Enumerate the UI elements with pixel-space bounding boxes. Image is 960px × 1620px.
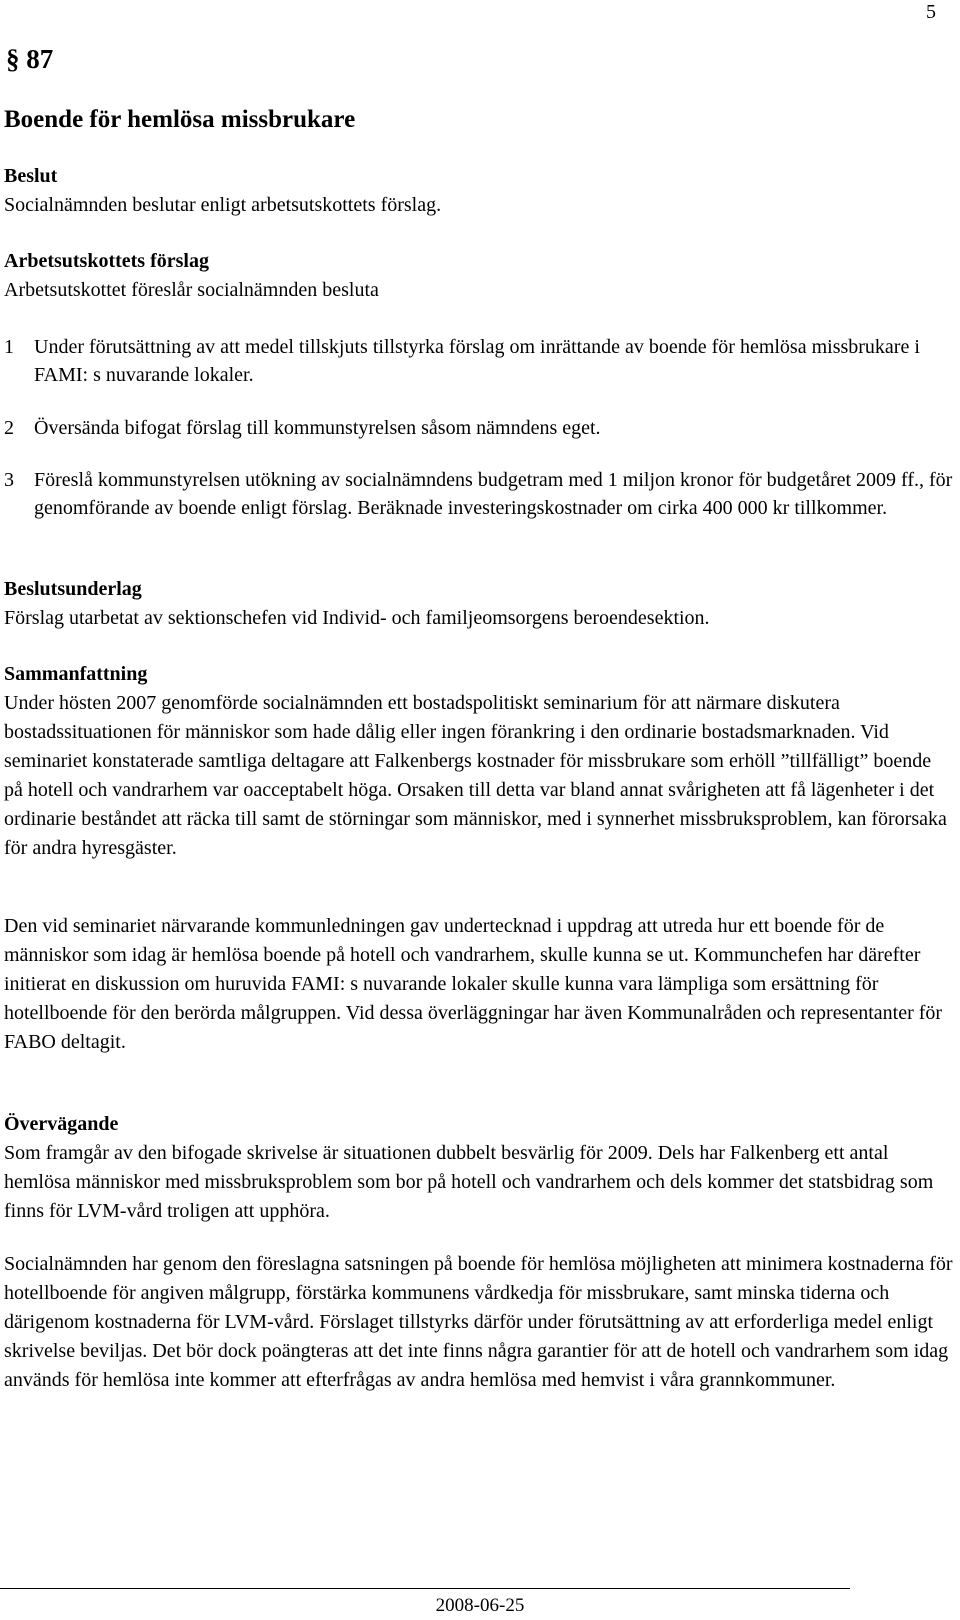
list-item-number: 2 <box>4 417 14 439</box>
underlag-heading: Beslutsunderlag <box>4 578 142 600</box>
sammanfattning-paragraph-1: Under hösten 2007 genomförde socialnämnden ett bostadspolitiskt seminarium för att närmare diskutera bostadssituationen för människor som hade dålig eller ingen förankring i den ordinarie bostadsmarknaden. Vid seminariet konstaterade samtliga deltagare att Falkenbergs kostnader för missbrukare som erhöll ”tillfälligt” boende på hotell och vandrarhem var oacceptabelt höga. Orsaken till detta var bland annat svårigheten att få lägenheter i det ordinarie beståndet att räcka till samt de störningar som människor, med i synnerhet missbruksproblem, kan förorsaka för andra hyresgäster. <box>4 692 947 859</box>
list-item-text: Under förutsättning av att medel tillskjuts tillstyrka förslag om inrättande av boende för hemlösa missbrukare i FAMI: s nuvarande lokaler. <box>34 336 920 386</box>
list-item <box>4 333 954 389</box>
underlag-block <box>4 575 954 633</box>
beslut-text: Socialnämnden beslutar enligt arbetsutskottets förslag. <box>4 194 442 216</box>
beslut-heading: Beslut <box>4 165 58 187</box>
overvagande-paragraph-2: Socialnämnden har genom den föreslagna satsningen på boende för hemlösa möjligheten att minimera kostnaderna för hotellboende för angiven målgrupp, förstärka kommunens vårdkedja för missbrukare, samt minska tiderna och därigenom kostnaderna för LVM-vård. Förslaget tillstyrks därför under förutsättning av att erforderliga medel enligt skrivelse beviljas. Det bör dock poängteras att det inte finns några garantier för att de hotell och vandrarhem som idag används för hemlösa inte kommer att efterfrågas av andra hemlösa med hemvist i våra grannkommuner. <box>4 1253 953 1391</box>
sammanfattning-heading: Sammanfattning <box>4 663 148 685</box>
au-forslag-intro: Arbetsutskottet föreslår socialnämnden besluta <box>4 279 379 301</box>
sammanfattning-paragraph-2: Den vid seminariet närvarande kommunledningen gav undertecknad i uppdrag att utreda hur ett boende för de människor som idag är hemlösa boende på hotell och vandrarhem, skulle kunna se ut. Kommunchefen har därefter initierat en diskussion om huruvida FAMI: s nuvarande lokaler skulle kunna vara lämpliga som ersättning för hotellboende för den berörda målgruppen. Vid dessa överläggningar har även Kommunalråden och representanter för FABO deltagit. <box>4 915 943 1053</box>
overvagande-block <box>4 1110 954 1226</box>
overvagande-paragraph-1: Som framgår av den bifogade skrivelse är situationen dubbelt besvärlig för 2009. Dels har Falkenberg ett antal hemlösa människor med missbruksproblem som bor på hotell och vandrarhem och dels kommer det statsbidrag som finns för LVM-vård troligen att upphöra. <box>4 1142 934 1222</box>
au-forslag-heading: Arbetsutskottets förslag <box>4 250 209 272</box>
list-item-text: Översända bifogat förslag till kommunstyrelsen såsom nämndens eget. <box>34 417 601 439</box>
list-item-number: 3 <box>4 469 14 491</box>
overvagande-heading: Övervägande <box>4 1113 119 1135</box>
au-forslag-block <box>4 247 954 305</box>
section-number: § 87 <box>6 44 54 74</box>
beslut-block <box>4 162 954 220</box>
list-item <box>4 414 954 442</box>
footer-date: 2008-06-25 <box>435 1595 525 1616</box>
list-item <box>4 466 954 522</box>
document-title: Boende för hemlösa missbrukare <box>4 106 356 133</box>
sammanfattning-block <box>4 660 954 863</box>
list-item-number: 1 <box>4 336 14 358</box>
footer-rule <box>0 1588 850 1589</box>
page-number: 5 <box>926 1 936 23</box>
underlag-text: Förslag utarbetat av sektionschefen vid Individ- och familjeomsorgens beroendesektion. <box>4 607 710 629</box>
list-item-text: Föreslå kommunstyrelsen utökning av socialnämndens budgetram med 1 miljon kronor för budgetåret 2009 ff., för genomförande av boende enligt förslag. Beräknade investeringskostnader om cirka 400 000 kr tillkommer. <box>34 469 953 519</box>
